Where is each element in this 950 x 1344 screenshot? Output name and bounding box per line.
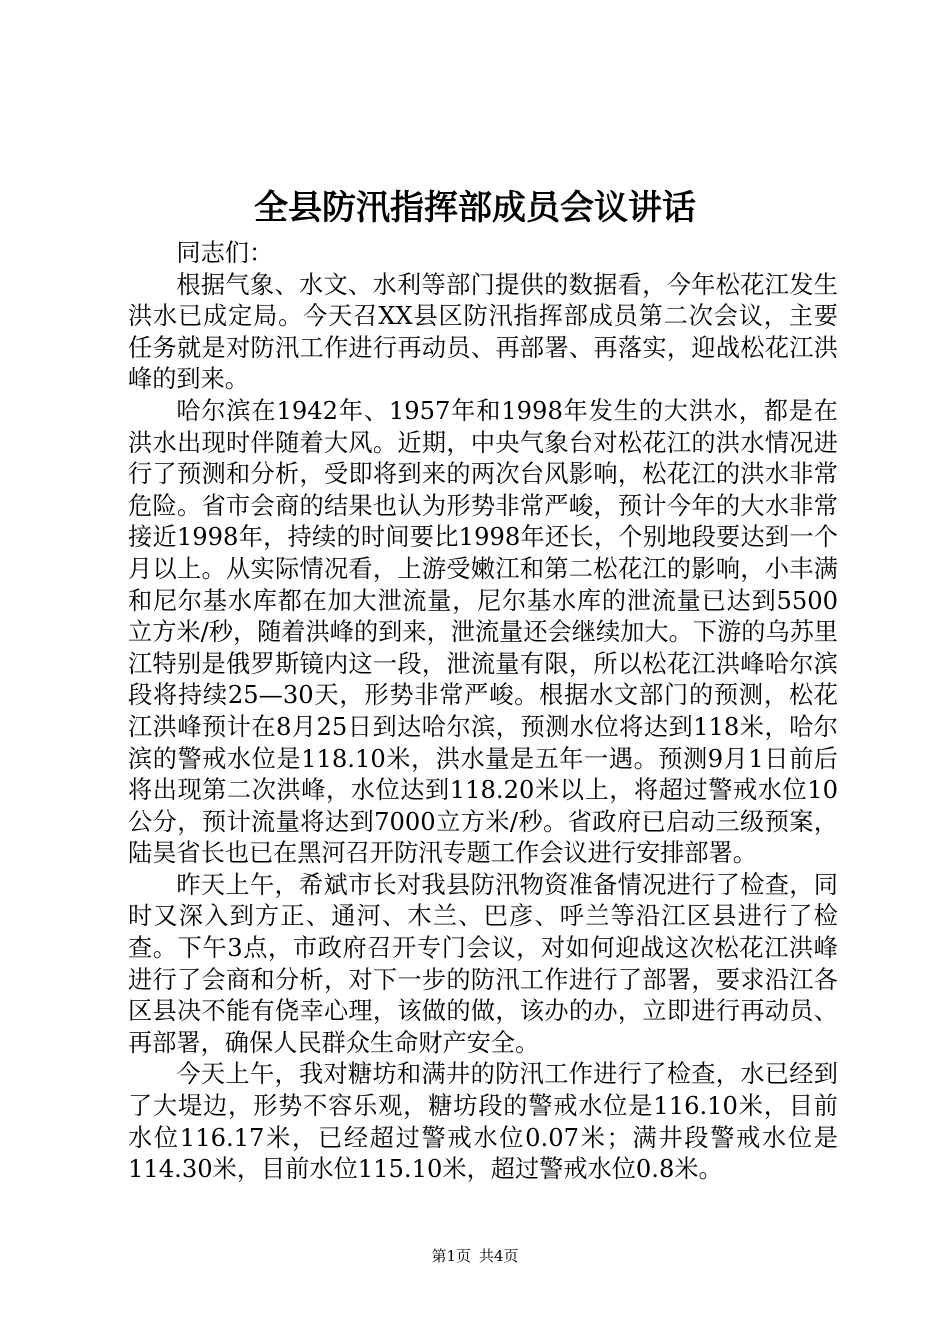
page-number: 第1页 — [431, 1247, 471, 1265]
page-footer — [0, 1246, 950, 1266]
page-total: 共4页 — [479, 1247, 519, 1265]
document-body — [128, 238, 838, 1186]
paragraph-water-levels: 今天上午，我对糖坊和满井的防汛工作进行了检查，水已经到了大堤边，形势不容乐观，糖坊段的警戒水位是116.10米，目前水位116.17米，已经超过警戒水位0.07米；满井段警戒水位是114.30米，目前水位115.10米，超过警戒水位0.8米。 — [128, 1060, 838, 1184]
paragraph-mayor-inspection: 昨天上午，希斌市长对我县防汛物资准备情况进行了检查，同时又深入到方正、通河、木兰、巴彦、呼兰等沿江区县进行了检查。下午3点，市政府召开专门会议，对如何迎战这次松花江洪峰进行了会商和分析，对下一步的防汛工作进行了部署，要求沿江各区县决不能有侥幸心理，该做的做，该办的办，立即进行再动员、再部署，确保人民群众生命财产安全。 — [128, 870, 838, 1057]
paragraph-forecast: 根据气象、水文、水利等部门提供的数据看，今年松花江发生洪水已成定局。今天召XX县区防汛指挥部成员第二次会议，主要任务就是对防汛工作进行再动员、再部署、再落实，迎战松花江洪峰的到来。 — [128, 270, 838, 394]
salutation: 同志们： — [176, 239, 274, 267]
paragraph-flood-history: 哈尔滨在1942年、1957年和1998年发生的大洪水，都是在洪水出现时伴随着大风。近期，中央气象台对松花江的洪水情况进行了预测和分析，受即将到来的两次台风影响，松花江的洪水非常危险。省市会商的结果也认为形势非常严峻，预计今年的大水非常接近1998年，持续的时间要比1998年还长，个别地段要达到一个月以上。从实际情况看，上游受嫩江和第二松花江的影响，小丰满和尼尔基水库都在加大泄流量，尼尔基水库的泄流量已达到5500立方米/秒，随着洪峰的到来，泄流量还会继续加大。下游的乌苏里江特别是俄罗斯镜内这一段，泄流量有限，所以松花江洪峰哈尔滨段将持续25—30天，形势非常严峻。根据水文部门的预测，松花江洪峰预计在8月25日到达哈尔滨，预测水位将达到118米，哈尔滨的警戒水位是118.10米，洪水量是五年一遇。预测9月1日前后将出现第二次洪峰，水位达到118.20米以上，将超过警戒水位10公分，预计流量将达到7000立方米/秒。省政府已启动三级预案，陆昊省长也已在黑河召开防汛专题工作会议进行安排部署。 — [128, 396, 838, 868]
document-title: 全县防汛指挥部成员会议讲话 — [254, 188, 696, 228]
